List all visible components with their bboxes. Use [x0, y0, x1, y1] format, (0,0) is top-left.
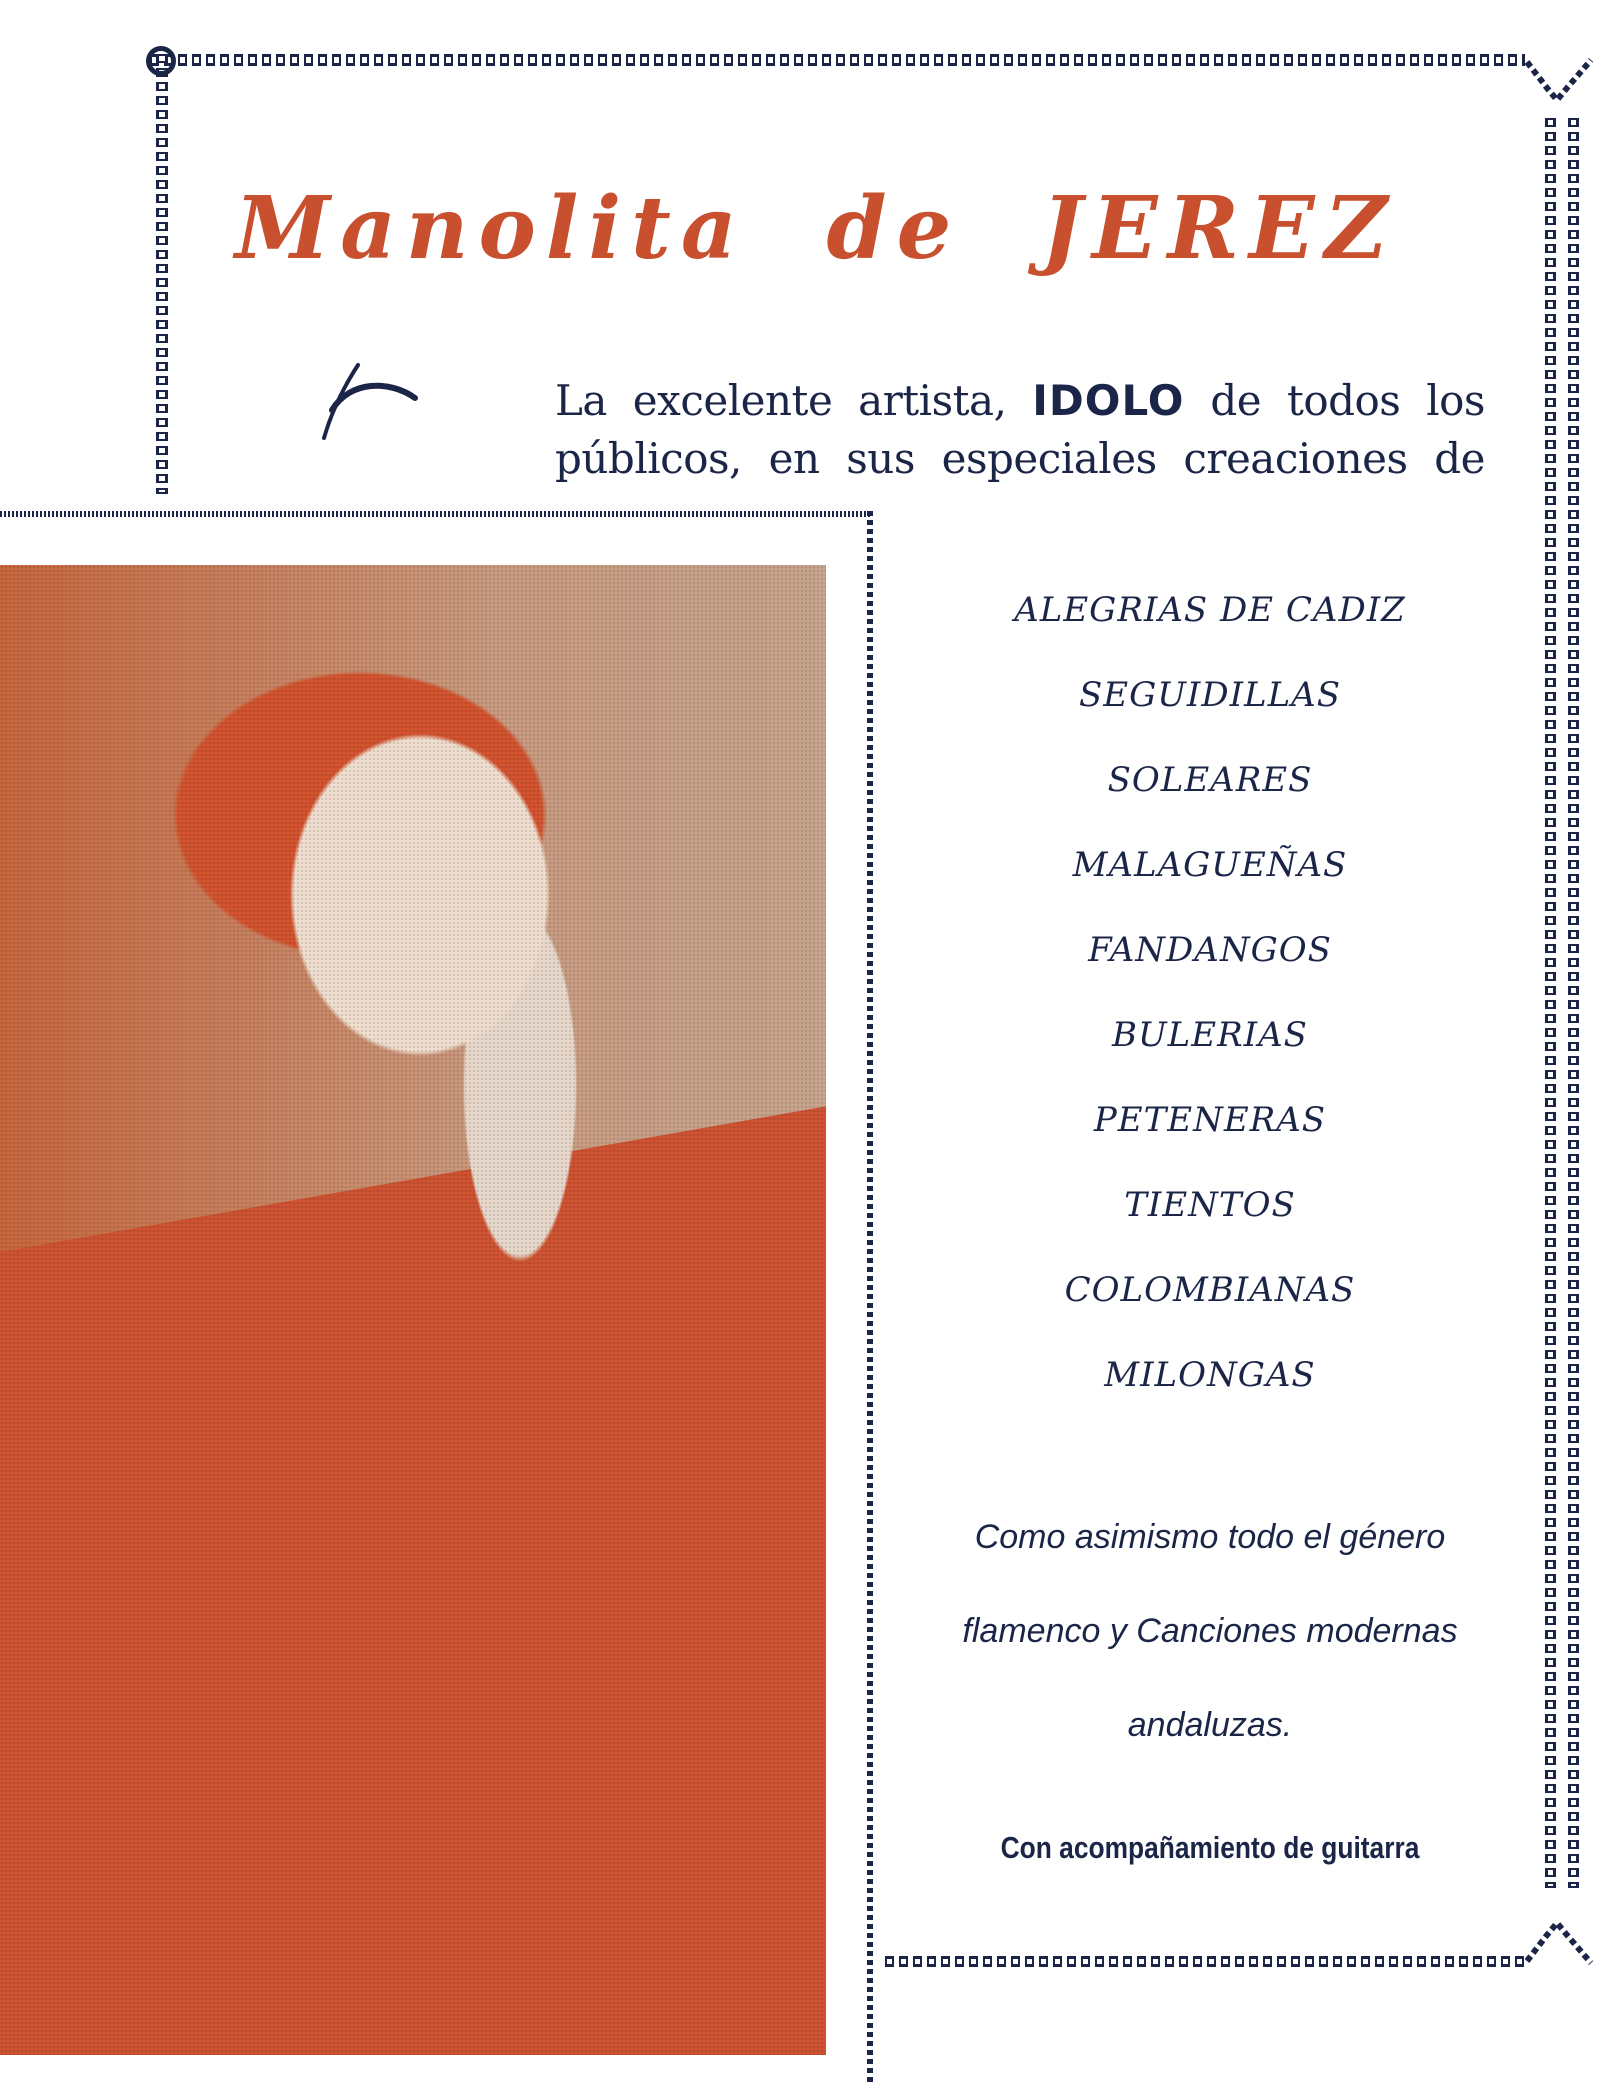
artist-portrait-photo: [0, 565, 826, 2055]
intro-paragraph: [555, 372, 1485, 488]
frame-border-bottom: [885, 1956, 1525, 1967]
photo-border-top: [0, 511, 870, 517]
page-title: Manolita de JEREZ: [235, 177, 1398, 279]
frame-border-right-inner: [1545, 118, 1556, 1888]
intro-text-start: La excelente artista,: [555, 376, 1033, 425]
frame-border-top: [150, 54, 1525, 66]
song-item: MILONGAS: [1104, 1355, 1316, 1395]
extra-line-1: Como asimismo todo el género: [974, 1518, 1446, 1556]
swoosh-ornament-icon: [320, 360, 420, 440]
frame-corner-v-top-icon: [1525, 58, 1595, 108]
frame-border-right-outer: [1568, 118, 1579, 1888]
accompaniment-note: Con acompañamiento de guitarra: [1000, 1830, 1420, 1865]
song-item: FANDANGOS: [1088, 930, 1332, 970]
song-item: SEGUIDILLAS: [1078, 675, 1342, 715]
song-item: PETENERAS: [1093, 1100, 1327, 1140]
song-item: SOLEARES: [1107, 760, 1313, 800]
song-item: BULERIAS: [1112, 1015, 1308, 1055]
additional-repertoire: [900, 1490, 1520, 1772]
song-item: ALEGRIAS DE CADIZ: [1014, 590, 1406, 630]
song-item: COLOMBIANAS: [1064, 1270, 1356, 1310]
extra-line-2: flamenco y Canciones modernas: [962, 1612, 1458, 1650]
extra-line-3: andaluzas.: [1127, 1706, 1293, 1744]
frame-border-left: [156, 54, 168, 494]
frame-corner-ornament-icon: [146, 46, 176, 76]
song-item: TIENTOS: [1124, 1185, 1296, 1225]
song-list: [900, 580, 1520, 1430]
photo-border-right: [867, 511, 873, 2082]
song-item: MALAGUEÑAS: [1072, 845, 1348, 885]
intro-text-end: de todos los públicos, en sus especiales creaciones de: [555, 376, 1485, 483]
idolo-highlight: IDOLO: [1032, 376, 1185, 425]
frame-corner-v-bottom-icon: [1525, 1915, 1595, 1965]
